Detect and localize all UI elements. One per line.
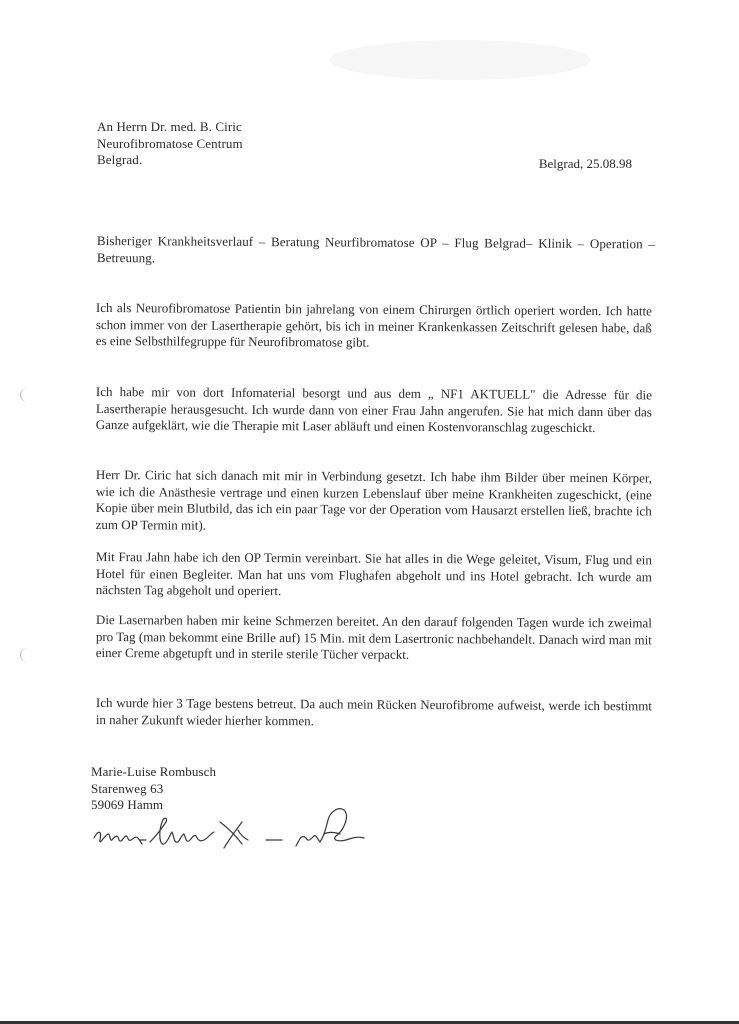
paragraph: Die Lasernarben haben mir keine Schmerzen bereitet. An den darauf folgenden Tagen wurde ich zweimal pro Tag (man bekommt eine Brille auf) 15 Min. mit dem Lasertronic nachbehandelt. Danach wird man mit einer Creme abgetupft und in sterile sterile Tücher verpackt.: [95, 612, 652, 662]
paragraph: Ich als Neurofibromatose Patientin bin jahrelang von einem Chirurgen örtlich operiert worden. Ich hatte schon immer von der Lasertherapie gehört, bis ich in meiner Krankenkassen Zeitschrift gelesen habe, daß es eine Selbsthilfegruppe für Neurofibromatose gibt.: [95, 300, 652, 350]
handwritten-signature: [88, 800, 388, 862]
letter-subject: Bisheriger Krankheitsverlauf – Beratung Neurfibromatose OP – Flug Belgrad– Klinik – Operation – Betreuung.: [96, 233, 655, 265]
sender-name: Marie-Luise Rombusch: [91, 764, 217, 779]
paragraph: Herr Dr. Ciric hat sich danach mit mir in Verbindung gesetzt. Ich habe ihm Bilder über meinen Körper, wie ich die Anästhesie vertrage und einen kurzen Lebenslauf über meine Krankheiten zugeschickt, (eine Kopie über mein Blutbild, das ich ein paar Tage vor der Operation vom Hausarzt erstellen ließ, brachte ich zum OP Termin mit).: [95, 467, 652, 533]
recipient-line-1: An Herrn Dr. med. B. Ciric: [97, 119, 242, 134]
recipient-line-3: Belgrad.: [97, 152, 143, 167]
paragraph: Ich habe mir von dort Infomaterial besorgt und aus dem „ NF1 AKTUELL" die Adresse für die Lasertherapie herausgesucht. Ich wurde dann von einer Frau Jahn angerufen. Sie hat mich dann über das Ganze aufgeklärt, wie die Therapie mit Laser abläuft und einen Kostenvoranschlag zugeschickt.: [95, 384, 652, 436]
paragraph: Ich wurde hier 3 Tage bestens betreut. Da auch mein Rücken Neurofibrome aufweist, werde ich bestimmt in naher Zukunft wieder hierher kommen.: [95, 695, 652, 728]
recipient-line-2: Neurofibromatose Centrum: [97, 135, 243, 151]
paragraph: Mit Frau Jahn habe ich den OP Termin vereinbart. Sie hat alles in die Wege geleitet, Visum, Flug und ein Hotel für einen Begleiter. Man hat uns vom Flughafen abgeholt und ins Hotel gebracht. Ich wurde am nächsten Tag abgeholt und operiert.: [95, 549, 652, 599]
punch-hole-mark: [20, 648, 35, 662]
letter-date: Belgrad, 25.08.98: [538, 156, 632, 171]
scan-smudge: [330, 40, 590, 80]
punch-hole-mark: [20, 388, 35, 402]
sender-street: Starenweg 63: [91, 780, 164, 796]
recipient-address: [97, 119, 243, 169]
sender-city: 59069 Hamm: [91, 797, 164, 812]
